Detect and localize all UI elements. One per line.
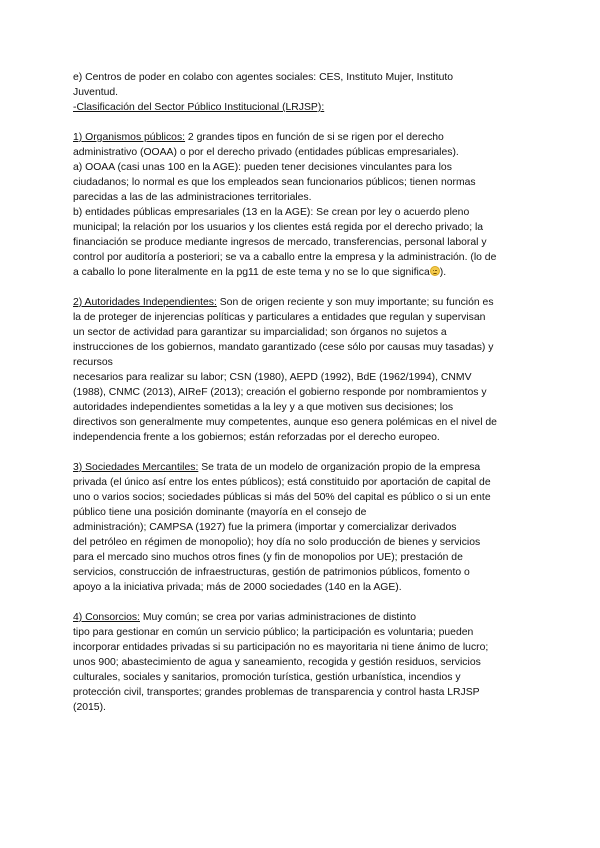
- spacer: [73, 115, 533, 130]
- section-text: Son de origen reciente y son muy importante; su función es: [216, 297, 494, 308]
- section-text-end: ).: [439, 267, 447, 278]
- section-line: ciudadanos; lo normal es que los empleados sean funcionarios públicos; tienen normas: [73, 177, 476, 188]
- section-line: tipo para gestionar en común un servicio público; la participación es voluntaria; pueden: [73, 627, 474, 638]
- section-first-line: [73, 295, 533, 310]
- section-line: servicios, construcción de infraestructuras, gestión de patrimonios públicos, fomento o: [73, 567, 470, 578]
- section-line: para el mercado sino muchos otros fines (y fin de monopolios por UE); prestación de: [73, 552, 463, 563]
- section-line: protección civil, transportes; grandes problemas de transparencia y control hasta LRJSP: [73, 687, 480, 698]
- section-line: directivos son generalmente muy competentes, aunque eso genera polémicas en el nivel de: [73, 417, 497, 428]
- spacer: [73, 280, 533, 295]
- section-text: Se trata de un modelo de organización propio de la empresa: [198, 462, 481, 473]
- section-line: a) OOAA (casi unas 100 en la AGE): pueden tener decisiones vinculantes para los: [73, 162, 452, 173]
- section-line: la de proteger de injerencias políticas y particulares a entidades que regulan y supervisan: [73, 312, 486, 323]
- section-line: administración); CAMPSA (1927) fue la primera (importar y comercializar derivados: [73, 522, 457, 533]
- section-first-line: [73, 460, 533, 475]
- section-line: (1988), CNMC (2013), AIReF (2013); creación el gobierno responde por nombramientos y: [73, 387, 487, 398]
- section-title: 3) Sociedades Mercantiles:: [73, 462, 199, 473]
- section-title: 1) Organismos públicos:: [73, 132, 186, 143]
- intro-line-1: e) Centros de poder en colabo con agentes sociales: CES, Instituto Mujer, Instituto: [73, 72, 454, 83]
- section-line: incorporar entidades privadas si su participación no es mayoritaria ni tiene ánimo de lucro;: [73, 642, 489, 653]
- section-line: un sector de actividad para garantizar su imparcialidad; son órganos no sujetos a: [73, 327, 447, 338]
- section-line: unos 900; abastecimiento de agua y saneamiento, recogida y gestión residuos, servicios: [73, 657, 481, 668]
- section-line: instrucciones de los gobiernos, mandato garantizado (cese sólo por causas muy tasadas) y: [73, 342, 494, 353]
- section-line: culturales, sociales y sanitarios, promoción turística, gestión urbanística, incendios y: [73, 672, 461, 683]
- classification-heading: -Clasificación del Sector Público Institucional (LRJSP):: [73, 102, 325, 113]
- section-line: uno o varios socios; sociedades públicas si más del 50% del capital es público o si un ente: [73, 492, 491, 503]
- section-line: parecidas a las de las administraciones territoriales.: [73, 192, 312, 203]
- section-first-line: [73, 610, 533, 625]
- section-line: b) entidades públicas empresariales (13 en la AGE): Se crean por ley o acuerdo pleno: [73, 207, 470, 218]
- spacer: [73, 595, 533, 610]
- section-organismos-publicos: [73, 130, 533, 280]
- spacer: [73, 445, 533, 460]
- section-line: privada (el único así entre los entes públicos); está constituido por aportación de capital de: [73, 477, 491, 488]
- section-text: 2 grandes tipos en función de si se rigen por el derecho: [185, 132, 444, 143]
- section-line: apoyo a la iniciativa privada; más de 2000 sociedades (140 en la AGE).: [73, 582, 402, 593]
- section-line: del petróleo en régimen de monopolio); hoy día no solo producción de bienes y servicios: [73, 537, 481, 548]
- section-line: necesarios para realizar su labor; CSN (1980), AEPD (1992), BdE (1962/1994), CNMV: [73, 372, 472, 383]
- section-consorcios: [73, 610, 533, 715]
- section-last-line: [73, 265, 533, 280]
- document-page: [73, 70, 533, 715]
- section-line: independencia frente a los gobiernos; están reforzadas por el derecho europeo.: [73, 432, 440, 443]
- section-line: (2015).: [73, 702, 106, 713]
- section-line: público tiene una posición dominante (mayoría en el consejo de: [73, 507, 367, 518]
- section-autoridades-independientes: [73, 295, 533, 445]
- section-line: recursos: [73, 357, 113, 368]
- section-line: control por auditoría a posteriori; se va a caballo entre la empresa y la administración. (lo de: [73, 252, 497, 263]
- intro-line-2: Juventud.: [73, 87, 119, 98]
- section-first-line: [73, 130, 533, 145]
- section-line: municipal; la relación por los usuarios y los clientes está regida por el derecho privado; la: [73, 222, 484, 233]
- section-title: 4) Consorcios:: [73, 612, 140, 623]
- section-line: autoridades independientes sometidas a la ley y a que motiven sus decisiones; los: [73, 402, 454, 413]
- section-text: Muy común; se crea por varias administraciones de distinto: [140, 612, 417, 623]
- confused-face-icon: [430, 266, 440, 276]
- section-sociedades-mercantiles: [73, 460, 533, 595]
- section-line: financiación se produce mediante ingresos de mercado, transferencias, personal laboral y: [73, 237, 487, 248]
- section-title: 2) Autoridades Independientes:: [73, 297, 217, 308]
- section-text: a caballo lo pone literalmente en la pg11 de este tema y no se lo que significa: [73, 267, 430, 278]
- section-line: administrativo (OOAA) o por el derecho privado (entidades públicas empresariales).: [73, 147, 459, 158]
